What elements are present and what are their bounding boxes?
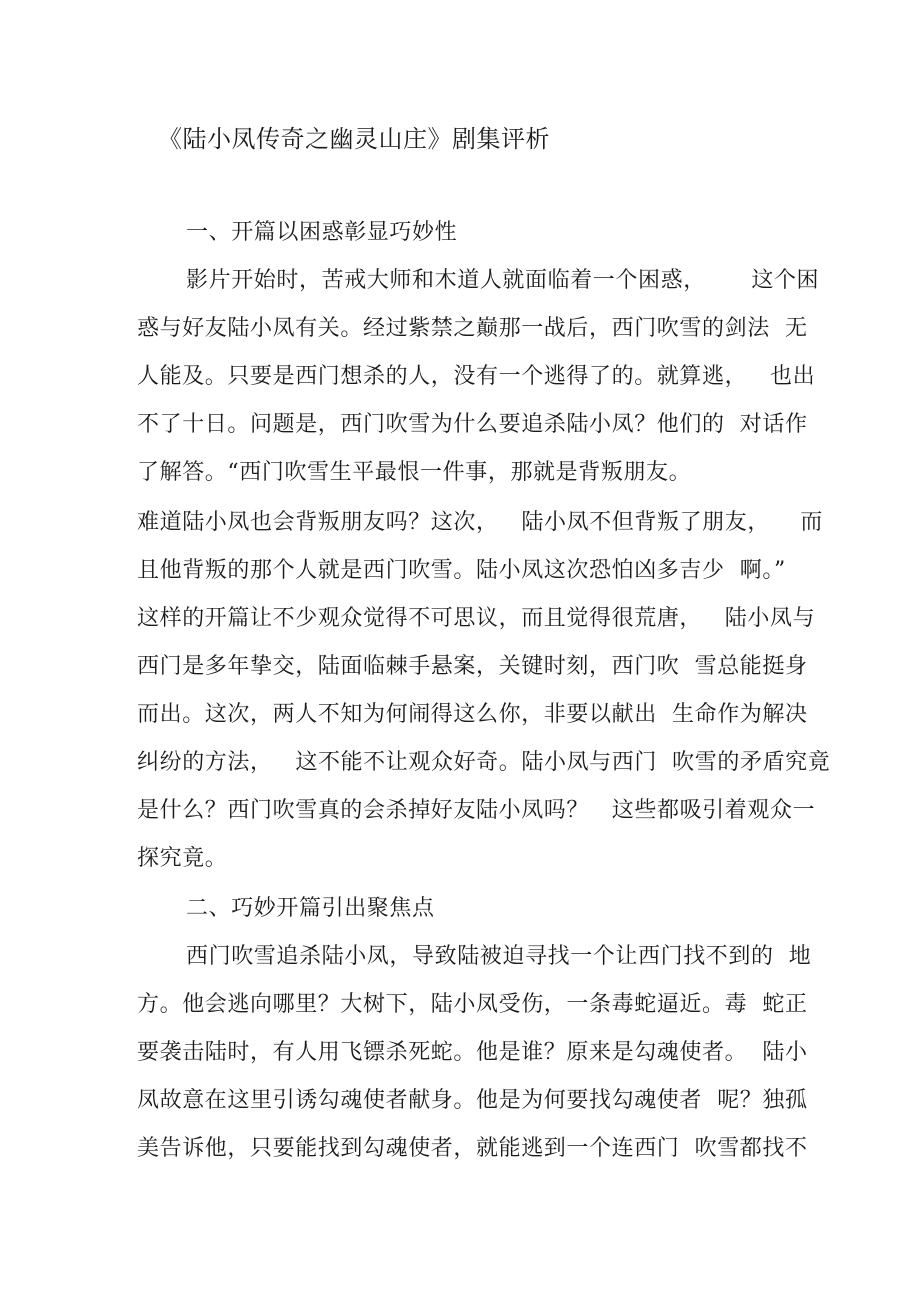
paragraph-line: 了解答。“西门吹雪生平最恨一件事，那就是背叛朋友。 bbox=[137, 460, 692, 485]
paragraph-line: 探究竟。 bbox=[137, 846, 228, 871]
section-heading-2: 二、巧妙开篇引出聚焦点 bbox=[186, 896, 435, 921]
paragraph-line: 凤故意在这里引诱勾魂使者献身。他是为何要找勾魂使者 呢？独孤 bbox=[137, 1088, 808, 1113]
paragraph-line: 西门吹雪追杀陆小凤，导致陆被迫寻找一个让西门找不到的 地 bbox=[186, 944, 812, 969]
paragraph-line: 人能及。只要是西门想杀的人，没有一个逃得了的。就算逃， 也出 bbox=[137, 364, 816, 389]
paragraph-line: 美告诉他，只要能找到勾魂使者，就能逃到一个连西门 吹雪都找不 bbox=[137, 1136, 808, 1161]
paragraph-line: 难道陆小凤也会背叛朋友吗？这次， 陆小凤不但背叛了朋友， 而 bbox=[137, 510, 823, 535]
paragraph-line: 不了十日。问题是，西门吹雪为什么要追杀陆小凤？他们的 对话作 bbox=[137, 412, 808, 437]
paragraph-line: 是什么？西门吹雪真的会杀掉好友陆小凤吗？ 这些都吸引着观众一 bbox=[137, 798, 816, 823]
paragraph-line: 纠纷的方法， 这不能不让观众好奇。陆小凤与西门 吹雪的矛盾究竟 bbox=[137, 750, 831, 775]
paragraph-line: 要袭击陆时，有人用飞镖杀死蛇。他是谁？原来是勾魂使者。 陆小 bbox=[137, 1040, 808, 1065]
section-heading-1: 一、开篇以困惑彰显巧妙性 bbox=[186, 220, 458, 245]
paragraph-line: 影片开始时，苦戒大师和木道人就面临着一个困惑， 这个困 bbox=[186, 268, 820, 293]
paragraph-line: 这样的开篇让不少观众觉得不可思议，而且觉得很荒唐， 陆小凤与 bbox=[137, 606, 816, 631]
paragraph-line: 方。他会逃向哪里？大树下，陆小凤受伤，一条毒蛇逼近。毒 蛇正 bbox=[137, 992, 808, 1017]
paragraph-line: 惑与好友陆小凤有关。经过紫禁之巅那一战后，西门吹雪的剑法 无 bbox=[137, 316, 808, 341]
paragraph-line: 而出。这次，两人不知为何闹得这么你，非要以献出 生命作为解决 bbox=[137, 702, 808, 727]
document-title: 《陆小凤传奇之幽灵山庄》剧集评析 bbox=[158, 125, 550, 153]
paragraph-line: 且他背叛的那个人就是西门吹雪。陆小凤这次恐怕凶多吉少 啊。” bbox=[137, 558, 786, 583]
paragraph-line: 西门是多年挚交，陆面临棘手悬案，关键时刻，西门吹 雪总能挺身 bbox=[137, 654, 808, 679]
